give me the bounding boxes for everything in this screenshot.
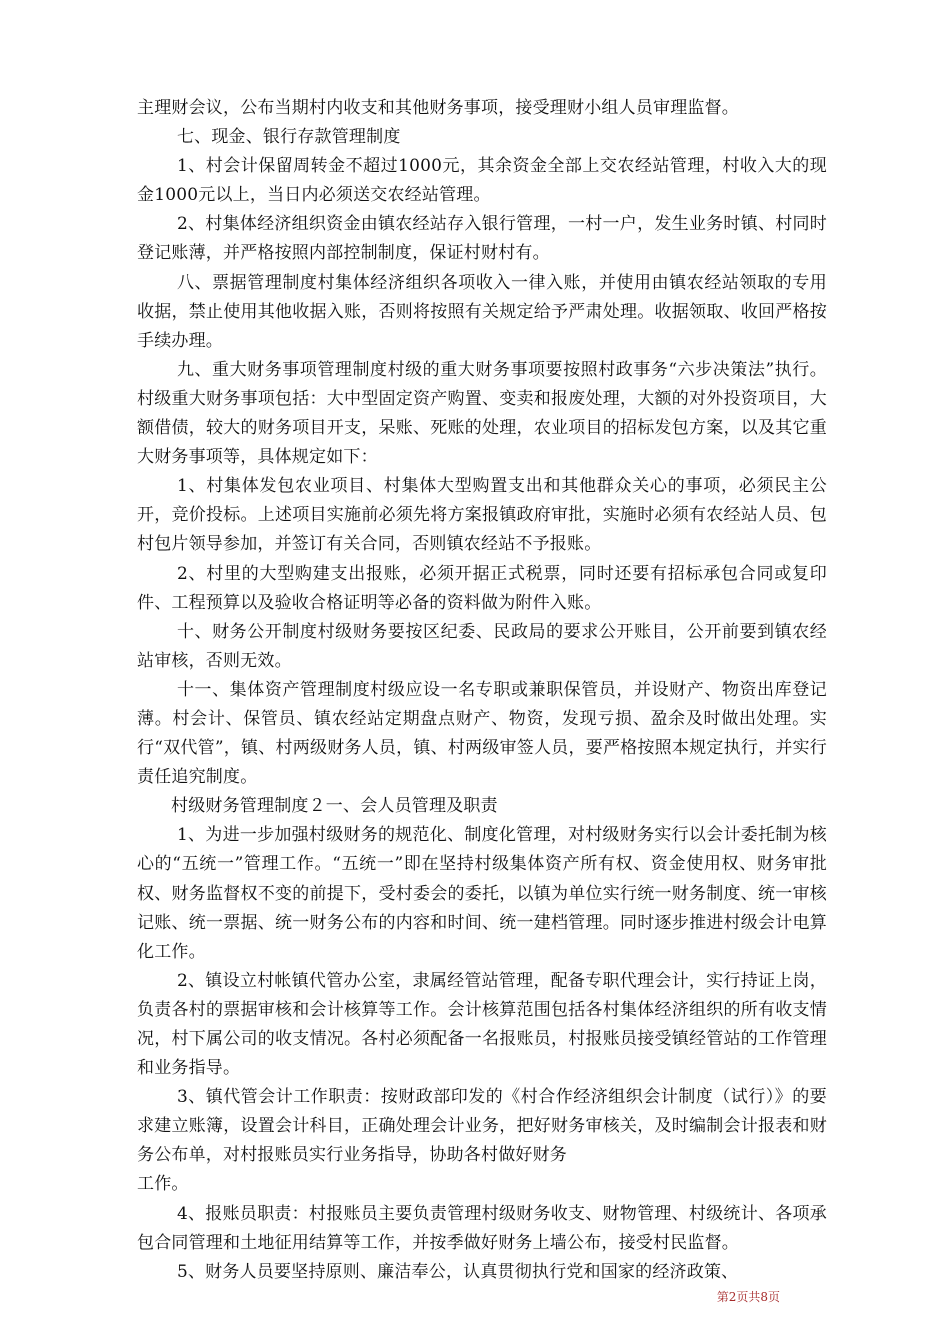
paragraph-13: 3、镇代管会计工作职责：按财政部印发的《村合作经济组织会计制度（试行）》的要求建立账簿，设置会计科目，正确处理会计业务，把好财务审核关，及时编制会计报表和财务公布单，对村报账员实行业务指导，协助各村做好财务: [137, 1087, 827, 1166]
paragraph-9: 十一、集体资产管理制度村级应设一名专职或兼职保管员，并设财产、物资出库登记薄。村会计、保管员、镇农经站定期盘点财产、物资，发现亏损、盈余及时做出处理。实行“双代管”，镇、村两级财务人员，镇、村两级审签人员，要严格按照本规定执行，并实行责任追究制度。: [137, 679, 827, 788]
paragraph-10: 村级财务管理制度２一、会人员管理及职责: [171, 796, 498, 817]
paragraph-4: 八、票据管理制度村集体经济组织各项收入一律入账，并使用由镇农经站领取的专用收据，禁止使用其他收据入账，否则将按照有关规定给予严肃处理。收据领取、收回严格按手续办理。: [137, 272, 827, 351]
paragraph-1: 七、现金、银行存款管理制度: [176, 127, 401, 148]
paragraph-7: 2、村里的大型购建支出报账，必须开据正式税票，同时还要有招标承包合同或复印件、工程预算以及验收合格证明等必备的资料做为附件入账。: [137, 563, 827, 613]
paragraph-14: 工作。: [137, 1174, 189, 1195]
paragraph-2: 1、村会计保留周转金不超过1000元，其余资金全部上交农经站管理，村收入大的现金1000元以上，当日内必须送交农经站管理。: [137, 156, 827, 206]
document-body: [137, 94, 827, 1287]
page-footer: [0, 1288, 950, 1306]
paragraph-3: 2、村集体经济组织资金由镇农经站存入银行管理，一村一户，发生业务时镇、村同时登记账薄，并严格按照内部控制制度，保证村财村有。: [137, 214, 827, 264]
paragraph-11: 1、为进一步加强村级财务的规范化、制度化管理，对村级财务实行以会计委托制为核心的“五统一”管理工作。“五统一”即在坚持村级集体资产所有权、资金使用权、财务审批权、财务监督权不变的前提下，受村委会的委托，以镇为单位实行统一财务制度、统一审核记账、统一票据、统一财务公布的内容和时间、统一建档管理。同时逐步推进村级会计电算化工作。: [137, 825, 827, 962]
paragraph-5: 九、重大财务事项管理制度村级的重大财务事项要按照村政事务“六步决策法”执行。村级重大财务事项包括：大中型固定资产购置、变卖和报废处理，大额的对外投资项目，大额借债，较大的财务项目开支，呆账、死账的处理，农业项目的招标发包方案，以及其它重大财务事项等，具体规定如下：: [137, 359, 827, 468]
paragraph-6: 1、村集体发包农业项目、村集体大型购置支出和其他群众关心的事项，必须民主公开，竞价投标。上述项目实施前必须先将方案报镇政府审批，实施时必须有农经站人员、包村包片领导参加，并签订有关合同，否则镇农经站不予报账。: [137, 476, 827, 555]
paragraph-8: 十、财务公开制度村级财务要按区纪委、民政局的要求公开账目，公开前要到镇农经站审核，否则无效。: [137, 621, 827, 671]
page-number: 第2页共8页: [716, 1290, 780, 1304]
paragraph-16: 5、财务人员要坚持原则、廉洁奉公，认真贯彻执行党和国家的经济政策、: [176, 1261, 739, 1282]
paragraph-12: 2、镇设立村帐镇代管办公室，隶属经管站管理，配备专职代理会计，实行持证上岗，负责各村的票据审核和会计核算等工作。会计核算范围包括各村集体经济组织的所有收支情况，村下属公司的收支情况。各村必须配备一名报账员，村报账员接受镇经管站的工作管理和业务指导。: [137, 970, 827, 1079]
paragraph-15: 4、报账员职责：村报账员主要负责管理村级财务收支、财物管理、村级统计、各项承包合同管理和土地征用结算等工作，并按季做好财务上墙公布，接受村民监督。: [137, 1203, 827, 1253]
paragraph-0: 主理财会议，公布当期村内收支和其他财务事项，接受理财小组人员审理监督。: [137, 98, 739, 118]
